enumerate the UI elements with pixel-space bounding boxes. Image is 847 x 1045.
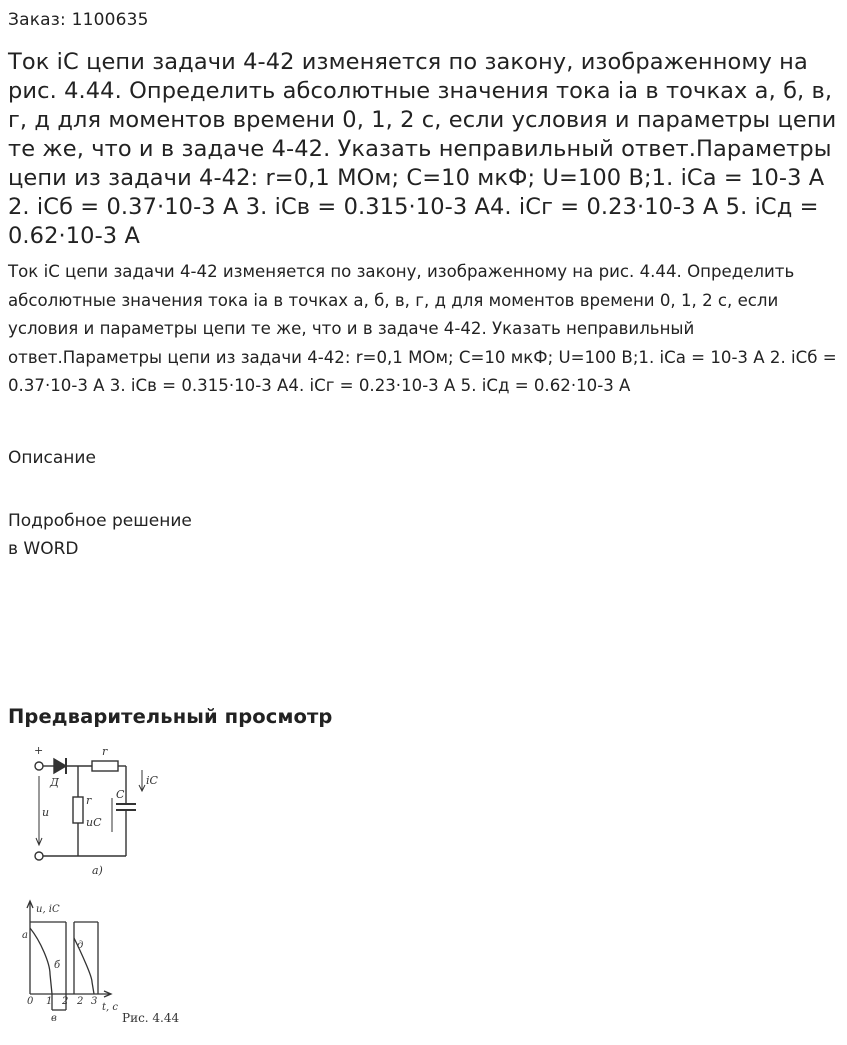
circuit-caption: а) bbox=[92, 864, 103, 877]
preview-figure bbox=[22, 742, 192, 1032]
circuit-ic-label: iC bbox=[146, 774, 158, 787]
solution-line-2: в WORD bbox=[8, 539, 79, 559]
figure-caption: Рис. 4.44 bbox=[122, 1011, 180, 1025]
graph-point-b: б bbox=[54, 960, 61, 971]
graph-point-d: д bbox=[77, 940, 84, 951]
preview-figure-svg bbox=[22, 742, 192, 1032]
bottom-terminal bbox=[35, 852, 43, 860]
resistor-top bbox=[92, 761, 118, 771]
circuit-uc-label: uC bbox=[86, 816, 102, 829]
top-terminal bbox=[35, 762, 43, 770]
circuit-u-label: u bbox=[42, 806, 50, 819]
graph-tick-1: 1 bbox=[46, 996, 53, 1007]
circuit-r-top-label: r bbox=[102, 745, 108, 758]
circuit-plus-label: + bbox=[34, 744, 44, 757]
decay-curve-1 bbox=[30, 928, 52, 994]
waveform-graph bbox=[27, 901, 111, 1010]
description-label: Описание bbox=[8, 448, 96, 468]
graph-point-a: а bbox=[22, 930, 28, 941]
solution-note bbox=[8, 507, 192, 563]
graph-tick-2a: 2 bbox=[62, 996, 69, 1007]
solution-line-1: Подробное решение bbox=[8, 511, 192, 531]
circuit-r-left-label: r bbox=[86, 794, 92, 807]
circuit-diode-label: Д bbox=[50, 776, 59, 789]
graph-tick-2b: 2 bbox=[77, 996, 84, 1007]
graph-point-v: в bbox=[51, 1013, 57, 1024]
graph-tick-0: 0 bbox=[27, 996, 34, 1007]
circuit-diagram bbox=[35, 758, 145, 860]
graph-y-label: u, iC bbox=[36, 904, 60, 915]
task-body: Ток iC цепи задачи 4-42 изменяется по закону, изображенному на рис. 4.44. Определить абсолютные значения тока ia в точках а, б, в, г, д для моментов времени 0, 1, 2 с, если условия и параметры цепи те же, что и в задаче 4-42. Указать неправильный ответ.Параметры цепи из задачи 4-42: r=0,1 МОм; C=10 мкФ; U=100 В;1. iCa = 10-3 A 2. iCб = 0.37·10-3 A 3. iCв = 0.315·10-3 A4. iCг = 0.23·10-3 A 5. iCд = 0.62·10-3 A bbox=[8, 262, 837, 396]
task-title: Ток iC цепи задачи 4-42 изменяется по закону, изображенному на рис. 4.44. Определить абсолютные значения тока ia в точках а, б, в, г, д для моментов времени 0, 1, 2 с, если условия и параметры цепи те же, что и в задаче 4-42. Указать неправильный ответ.Параметры цепи из задачи 4-42: r=0,1 МОм; C=10 мкФ; U=100 В;1. iCa = 10-3 A 2. iCб = 0.37·10-3 A 3. iCв = 0.315·10-3 A4. iCг = 0.23·10-3 A 5. iCд = 0.62·10-3 A bbox=[8, 49, 837, 249]
graph-tick-3: 3 bbox=[91, 996, 98, 1007]
resistor-left bbox=[73, 797, 83, 823]
graph-x-label: t, c bbox=[102, 1002, 118, 1013]
diode-symbol bbox=[54, 759, 66, 773]
order-number: Заказ: 1100635 bbox=[8, 10, 149, 30]
preview-title: Предварительный просмотр bbox=[8, 705, 333, 728]
circuit-c-label: C bbox=[116, 788, 125, 801]
